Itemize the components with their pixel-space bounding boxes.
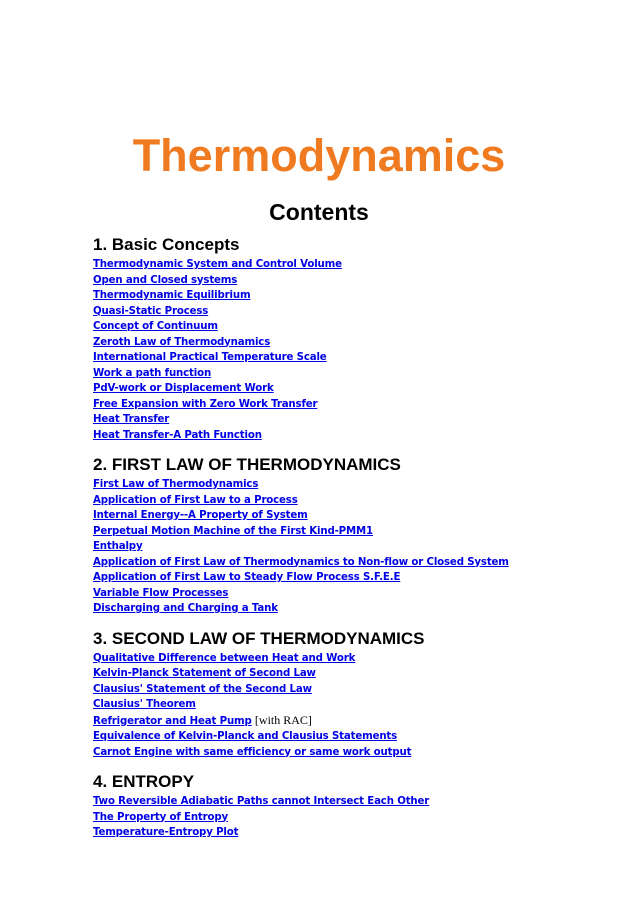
list-item xyxy=(93,477,613,493)
list-item xyxy=(93,350,613,366)
topic-link[interactable]: Internal Energy--A Property of System xyxy=(93,510,308,521)
list-item xyxy=(93,335,613,351)
topic-link[interactable]: Application of First Law to Steady Flow Process S.F.E.E xyxy=(93,572,401,583)
list-item xyxy=(93,381,613,397)
list-item xyxy=(93,257,613,273)
topic-link[interactable]: Perpetual Motion Machine of the First Kind-PMM1 xyxy=(93,525,373,537)
list-item xyxy=(93,682,613,698)
list-item xyxy=(93,412,613,428)
topic-link[interactable]: Thermodynamic Equilibrium xyxy=(93,290,251,301)
topic-link[interactable]: Concept of Continuum xyxy=(93,321,218,332)
list-item xyxy=(93,319,613,335)
topic-link[interactable]: Qualitative Difference between Heat and Work xyxy=(93,652,356,664)
list-item xyxy=(93,493,613,509)
topic-link[interactable]: Work a path function xyxy=(93,367,212,379)
toc-section xyxy=(93,770,613,841)
list-item xyxy=(93,508,613,524)
topic-link[interactable]: International Practical Temperature Scale xyxy=(93,352,327,363)
document-title: Thermodynamics xyxy=(132,130,506,181)
list-item xyxy=(93,586,613,602)
topic-note: [with RAC] xyxy=(254,712,312,727)
list-item xyxy=(93,651,613,667)
list-item xyxy=(93,697,613,713)
topic-link[interactable]: Carnot Engine with same efficiency or same work output xyxy=(93,746,412,758)
toc-section xyxy=(93,453,613,617)
toc-section xyxy=(93,233,613,443)
list-item xyxy=(93,366,613,382)
topic-link[interactable]: The Property of Entropy xyxy=(93,811,228,823)
section-heading: 1. Basic Concepts xyxy=(93,235,240,254)
list-item xyxy=(93,524,613,540)
topic-link[interactable]: Refrigerator and Heat Pump xyxy=(93,715,252,727)
list-item xyxy=(93,288,613,304)
list-item xyxy=(93,601,613,617)
section-heading: 3. SECOND LAW OF THERMODYNAMICS xyxy=(93,628,425,648)
list-item xyxy=(93,555,613,571)
topic-link[interactable]: Enthalpy xyxy=(93,541,143,552)
topic-link[interactable]: Application of First Law to a Process xyxy=(93,494,298,506)
topic-link[interactable]: First Law of Thermodynamics xyxy=(93,479,259,490)
list-item xyxy=(93,825,613,841)
topic-link[interactable]: Heat Transfer-A Path Function xyxy=(93,429,262,441)
list-item xyxy=(93,666,613,682)
list-item xyxy=(93,397,613,413)
topic-link[interactable]: Zeroth Law of Thermodynamics xyxy=(93,336,271,348)
list-item xyxy=(93,745,613,761)
topic-link[interactable]: Two Reversible Adiabatic Paths cannot Intersect Each Other xyxy=(93,796,430,807)
topic-link[interactable]: PdV-work or Displacement Work xyxy=(93,383,274,394)
topic-link[interactable]: Variable Flow Processes xyxy=(93,587,229,599)
topic-list xyxy=(93,257,613,443)
topic-link[interactable]: Discharging and Charging a Tank xyxy=(93,603,278,614)
topic-link[interactable]: Clausius' Statement of the Second Law xyxy=(93,683,312,695)
list-item xyxy=(93,794,613,810)
section-heading: 4. ENTROPY xyxy=(93,772,195,791)
topic-link[interactable]: Heat Transfer xyxy=(93,414,170,425)
topic-list xyxy=(93,477,613,617)
list-item xyxy=(93,273,613,289)
topic-link[interactable]: Application of First Law of Thermodynamics to Non-flow or Closed System xyxy=(93,556,509,568)
topic-link[interactable]: Temperature-Entropy Plot xyxy=(93,827,239,838)
list-item xyxy=(93,304,613,320)
topic-link[interactable]: Kelvin-Planck Statement of Second Law xyxy=(93,668,316,679)
list-item xyxy=(93,729,613,745)
list-item xyxy=(93,570,613,586)
topic-link[interactable]: Quasi-Static Process xyxy=(93,305,209,317)
list-item xyxy=(93,539,613,555)
list-item xyxy=(93,713,613,730)
topic-list xyxy=(93,651,613,761)
topic-link[interactable]: Equivalence of Kelvin-Planck and Clausius Statements xyxy=(93,731,398,742)
topic-list xyxy=(93,794,613,841)
contents-heading: Contents xyxy=(269,199,369,225)
topic-link[interactable]: Clausius' Theorem xyxy=(93,699,196,710)
topic-link[interactable]: Open and Closed systems xyxy=(93,274,238,286)
table-of-contents xyxy=(93,233,613,841)
section-heading: 2. FIRST LAW OF THERMODYNAMICS xyxy=(93,455,401,474)
list-item xyxy=(93,810,613,826)
list-item xyxy=(93,428,613,444)
toc-section xyxy=(93,627,613,761)
topic-link[interactable]: Free Expansion with Zero Work Transfer xyxy=(93,398,318,410)
topic-link[interactable]: Thermodynamic System and Control Volume xyxy=(93,259,342,270)
